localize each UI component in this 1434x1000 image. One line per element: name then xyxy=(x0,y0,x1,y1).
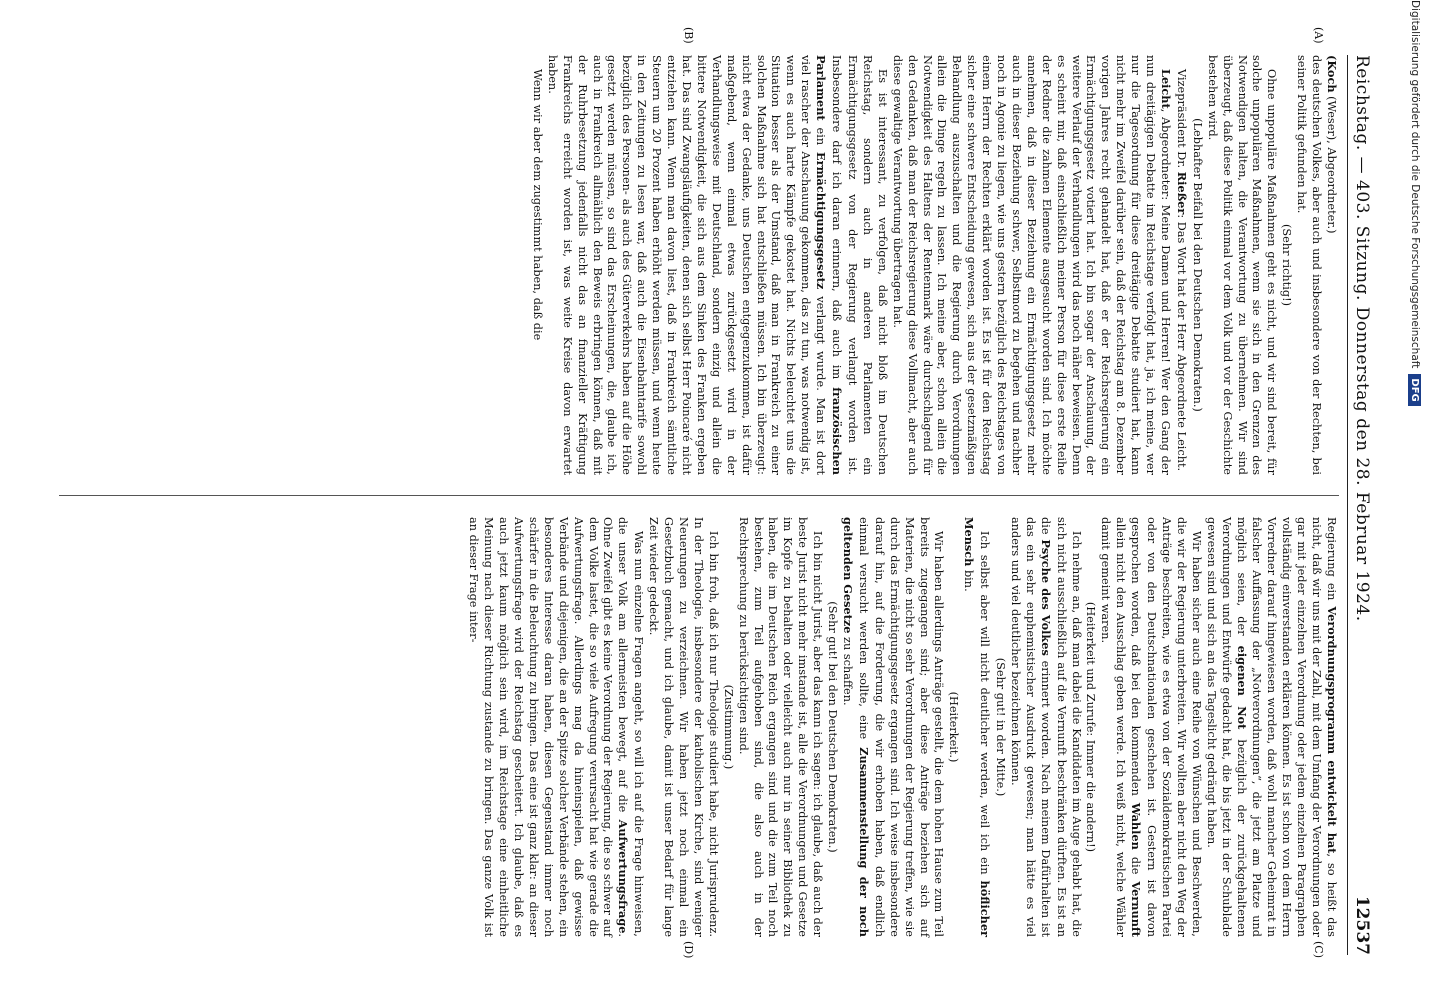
right_column-paragraph: Wir haben sicher auch eine Reihe von Wünschen und Beschwerden, die wir der Regierung unterbreiten. Wir wollten aber nicht den Weg der Anträge beschreiten, wie es etwa von der Sozialdemokratischen Partei oder von den Deutschnationalen geschehen ist. Gestern ist davon gesprochen worden, daß bei den kommenden Wahlen die Vernunft allein nicht den Ausschlag geben werde. Ich weiß nicht, welche Wähler damit gemeint waren. xyxy=(1099,517,1203,937)
page-header xyxy=(1347,55,1385,955)
left_column-paragraph: Vizepräsident Dr. Rießer: Das Wort hat der Herr Abgeordnete Leicht. xyxy=(1174,69,1189,472)
page-area xyxy=(40,27,1385,959)
right_column-paragraph: (Heiterkeit und Zurufe: Immer die andern!) xyxy=(1084,601,1098,853)
right_column-paragraph: Regierung ein Verordnungsprogramm entwickelt hat, so heißt das nicht, daß wir uns mit der Zahl, mit dem Umfang der Verordnungen oder gar mit jeder einzelnen Verordnung oder jedem einzelnen Paragraphen vollständig einverstanden erklären können. Es ist schon von dem Herrn Vorredner darauf hingewiesen worden, daß wohl mancher Geheimrat in falscher Auffassung der „Notverordnungen“, die jetzt am Platze und möglich seien, der eigenen Not bezüglich der zurückgehaltenen Verordnungen und Entwürfe gedacht hat, die bis jetzt in der Schublade gewesen sind und sich an das Tageslicht gedrängt haben. xyxy=(1204,517,1339,938)
document-page xyxy=(40,27,1385,959)
right_column-paragraph: (Heiterkeit.) xyxy=(947,691,961,763)
left_column-paragraph: Ohne unpopuläre Maßnahmen geht es nicht, und wir sind bereit, für solche unpopulären Maßnahmen, wenn sie sich in den Grenzen des Notwendigen halten, die Verantwortung zu übernehmen. Wir sind überzeugt, daß diese Politik einmal vor dem Volk und vor der Geschichte bestehen wird. xyxy=(1205,55,1279,475)
margin-marker-d: (D) xyxy=(682,941,695,959)
left-text-column xyxy=(529,55,1339,475)
right_column-paragraph: (Sehr gut! in der Mitte.) xyxy=(994,657,1008,797)
right_column-paragraph: Ich nehme an, daß man dabei die Kandidaten im Auge gehabt hat, die sich nicht ausschließlich auf die Vernunft beschränken dürften. Es ist an die Psyche des Volkes erinnert worden. Nach meinem Dafürhalten ist das ein sehr euphemistischer Ausdruck gewesen; man hätte es viel anders und viel deutlicher bezeichnen können. xyxy=(1008,517,1083,937)
dfg-logo: DFG xyxy=(1409,374,1422,405)
left_column-paragraph: (Sehr richtig!) xyxy=(1280,223,1294,307)
page-number: 12537 xyxy=(1352,895,1372,955)
left_column-paragraph: Es ist interessant, zu verfolgen, daß nicht bloß im Deutschen Reichstag, sondern auch in anderen Parlamenten ein Ermächtigungsgesetz von der Regierung verlangt worden ist. Insbesondere darf ich daran erinnern, daß auch im französischen Parlament ein Ermächtigungsgesetz verlangt wurde. Man ist dort viel rascher der Anschauung gekommen, das zu tun, was notwendig ist, wenn es auch harte Kämpfe gekostet hat. Nichts beleuchtet uns die Situation besser als der Umstand, daß man in Frankreich zu einer solchen Maßnahme sich hat entschließen müssen. Ich bin überzeugt: nicht etwa der Gedanke, uns Deutschen entgegenzukommen, ist dafür maßgebend, wenn einmal etwas zurückgesetzt wird in der Verhandlungsweise mit Deutschland, sondern einzig und allein die bittere Notwendigkeit, die sich aus dem Sinken des Franken ergeben hat. Das sind Zwangsläufigkeiten, denen sich selbst Herr Poincaré nicht entziehen kann. Wenn man davon liest, daß in Frankreich sämtliche Steuern um 20 Prozent haben erhöht werden müssen, und wenn heute in den Zeitungen zu lesen war, daß auch die Eisenbahntarife sowohl bezüglich des Personen- als auch des Güterverkehrs haben auf die Höhe gesetzt werden müssen, so sind das Erscheinungen, die, glaube ich, auch in Frankreich allmählich den Beweis erbringen können, daß mit der Ruhrbesetzung jedenfalls nicht das an finanzieller Kräftigung Frankreichs erreicht worden ist, was weite Kreise davon erwartet haben. xyxy=(545,55,889,475)
dfg-credit: Digitalisierung gefördert durch die Deutsche Forschungsgemeinschaft xyxy=(1409,0,1421,369)
left_column-paragraph: (Koch (Weser), Abgeordneter.) xyxy=(1325,55,1339,234)
left_column-paragraph: (Lebhafter Beifall bei den Deutschen Demokraten.) xyxy=(1190,118,1204,412)
margin-marker-c: (C) xyxy=(1312,941,1325,958)
right_column-paragraph: Was nun einzelne Fragen angeht, so will ich auf die Frage hinweisen, die unser Volk am allermeisten bewegt, auf die Aufwertungsfrage. Ohne Zweifel gibt es keine Verordnung der Regierung, die so schwer auf dem Volke lastet, die so viele Aufregung verursacht hat wie gerade die Aufwertungsfrage. Allerdings mag da hineinspielen, daß gewisse Verbände und diejenigen, die an der Spitze solcher Verbände stehen, ein besonderes Interesse daran haben, diesen Gegenstand immer noch schärfer in die Beleuchtung zu bringen. Das eine ist ganz klar: an dieser Aufwertungsfrage wird der Reichstag gescheitert. Ich glaube, daß es auch jetzt kaum möglich sein wird, im Reichstage eine einheitliche Meinung nach dieser Richtung zustande zu bringen. Das ganze Volk ist an dieser Frage inter- xyxy=(467,517,646,937)
right_column-paragraph: (Zustimmung.) xyxy=(721,684,735,770)
right_column-paragraph: (Sehr gut! bei den Deutschen Demokraten.) xyxy=(826,601,840,853)
right_column-paragraph: Ich bin froh, daß ich nur Theologie studiert habe, nicht Jurisprudenz. In der Theologie, insbesondere der katholischen Kirche, sind weniger Neuerungen zu verzeichnen. Wir haben jetzt noch einmal ein Gesetzbuch gemacht, und ich glaube, damit ist unser Bedarf für lange Zeit wieder gedeckt. xyxy=(647,517,720,937)
page-title: Reichstag. — 403. Sitzung. Donnerstag den 28. Februar 1924. xyxy=(1352,55,1372,622)
right-text-column xyxy=(465,517,1339,937)
column-divider xyxy=(59,495,1339,496)
left_column-paragraph: Wenn wir aber dem zugestimmt haben, daß die xyxy=(530,69,544,341)
right_column-paragraph: Ich bin nicht Jurist, aber das kann ich sagen: ich glaube, daß auch der beste Jurist nicht mehr imstande ist, alle die Verordnungen und Gesetze im Kopfe zu behalten oder vielleicht auch nur in seiner Bibliothek zu haben, die im Deutschen Reich ergangen sind und die zum Teil noch bestehen, zum Teil aufgehoben sind, die also auch in der Rechtsprechung zu berücksichtigen sind. xyxy=(736,517,825,937)
margin-marker-b: (B) xyxy=(682,27,695,44)
left_column-paragraph: des deutschen Volkes, aber auch und insbesondere von der Rechten, bei seiner Politik gefunden hat. xyxy=(1295,55,1324,475)
margin-marker-a: (A) xyxy=(1312,27,1325,44)
left_column-paragraph: Leicht, Abgeordneter: Meine Damen und Herren! Wer den Gang der nun dreitägigen Debatte im Reichstage verfolgt hat, ja, ich meine, wer nur die Tagesordnung für diese dreitägige Debatte studiert hat, kann nicht mehr im Zweifel darüber sein, daß der Reichstag am 8. Dezember vorigen Jahres recht gehandelt hat, daß er der Reichsregierung ein Ermächtigungsgesetz votiert hat. Ich bin sogar der Anschauung, der weitere Verlauf der Verhandlungen wird das noch näher beweisen. Denn es scheint mir, daß einschließlich meiner Person für diese erste Reihe der Redner die zahmen Elemente ausgesucht worden sind. Ich möchte annehmen, daß in dieser Beziehung ein Ermächtigungsgesetz mehr auch in dieser Beziehung schwer, Selbstmord zu begehen und nachher noch in Agonie zu liegen, wie uns gestern bezüglich des Reichstages von einem Herrn der Rechten erklärt worden ist. Es ist für den Reichstag sicher eine schwere Entscheidung gewesen, sich aus der gesetzmäßigen Behandlung auszuschalten und die Regierung durch Verordnungen allein die Dinge regeln zu lassen. Ich meine aber, schon allein die Notwendigkeit des Haltens der Rentenmark wäre durchschlagend für den Gedanken, daß man der Reichsregierung diese Vollmacht, aber auch diese gewaltige Verantwortung übertragen hat. xyxy=(890,55,1174,475)
right_column-paragraph: Ich selbst aber will nicht deutlicher werden, weil ich ein höflicher Mensch bin. xyxy=(962,517,993,937)
right_column-paragraph: Wir haben allerdings Anträge gestellt, die dem hohen Hause zum Teil bereits zugegangen sind; aber diese Anträge beziehen sich auf Materien, die nicht so sehr Verordnungen der Regierung treffen, wie sie durch das Ermächtigungsgesetz ergangen sind. Ich weise insbesondere darauf hin, auf die Forderung, die wir erhoben haben, daß endlich einmal versucht werden sollte, eine Zusammenstellung der noch geltenden Gesetze zu schaffen. xyxy=(841,517,946,937)
digitization-sidebar xyxy=(1402,0,1428,1000)
